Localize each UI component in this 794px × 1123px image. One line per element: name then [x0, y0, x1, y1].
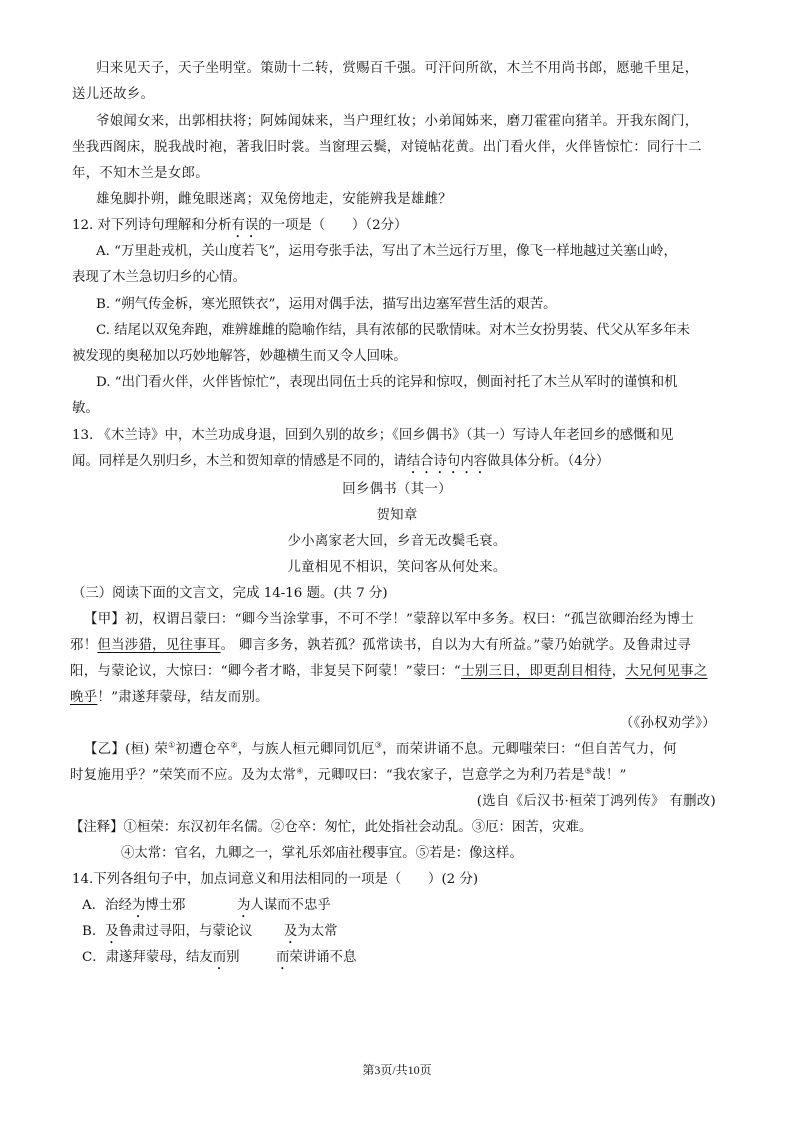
option-d: D. “出门看火伴，火伴皆惊忙”，表现出同伍士兵的诧异和惊叹，侧面衬托了木兰从军时的谨慎和机 — [96, 375, 678, 390]
poem-line: 坐我西阁床，脱我战时袍，著我旧时裳。当窗理云鬓，对镜帖花黄。出门看火伴，火伴皆惊忙：同行十二 — [72, 140, 702, 155]
annotation-line: 【注释】①桓荣：东汉初年名儒。②仓卒：匆忙，此处指社会动乱。③厄：困苦，灾难。 — [70, 820, 593, 835]
option-a-cont: 表现了木兰急切归乡的心情。 — [72, 270, 247, 285]
passage-jia-line: 晚乎！”肃遂拜蒙母，结友而别。 — [70, 690, 269, 705]
passage-jia-line: 阳，与蒙论议，大惊曰：“卿今者才略，非复吴下阿蒙！”蒙曰：“士别三日，即更刮目相待，大兄何见事之 — [70, 664, 708, 679]
q14-option-a: A．治经为博士邪 — [82, 898, 186, 913]
question-14-stem: 14.下列各组句子中，加点词意义和用法相同的一项是（ ）(2 分) — [72, 872, 479, 887]
option-c-cont: 被发现的奥秘加以巧妙地解答，妙趣横生而又令人回味。 — [72, 349, 407, 364]
poem-title: 回乡偶书（其一） — [342, 482, 452, 497]
poem-line: 送儿还故乡。 — [72, 87, 155, 102]
passage-jia-line: 邪！但当涉猎，见往事耳。 卿言多务，孰若孤？孤常读书，自以为大有所益。”蒙乃始就学。及鲁肃过寻 — [70, 638, 692, 653]
annotation-line: ④太常：官名，九卿之一，掌礼乐郊庙社稷事宜。⑤若是：像这样。 — [121, 846, 523, 861]
option-d-cont: 敏。 — [72, 401, 99, 416]
passage-yi-line: 【乙】(桓) 荣①初遭仓卒②，与族人桓元卿同饥厄③，而荣讲诵不息。元卿嗤荣曰：“但自苦气力，何 — [84, 740, 677, 757]
poem-line: 雄兔脚扑朔，雌兔眼迷离；双兔傍地走，安能辨我是雄雌？ — [96, 192, 452, 207]
option-c: C. 结尾以双兔奔跑，难辨雄雌的隐喻作结，具有浓郁的民歌情味。对木兰女扮男装、代父从军多年未 — [96, 323, 691, 338]
q14-option-c: C．肃遂拜蒙母，结友而别 — [82, 950, 240, 965]
poem-author: 贺知章 — [376, 508, 418, 523]
question-13-stem: 13. 《木兰诗》中，木兰功成身退，回到久别的故乡；《回乡偶书》（其一）写诗人年老回乡的感慨和见 — [72, 428, 674, 443]
q14-option-b: B．及鲁肃过寻阳，与蒙论议 — [82, 924, 253, 939]
poem-line: 归来见天子，天子坐明堂。策勋十二转，赏赐百千强。可汗问所欲，木兰不用尚书郎，愿驰千里足， — [96, 61, 699, 76]
question-12-stem: 12. 对下列诗句理解和分析有误的一项是（ ）（2分） — [72, 218, 408, 233]
passage-yi-source: (选自《后汉书·桓荣丁鸿列传》 有删改) — [476, 794, 716, 809]
option-b: B. “朔气传金柝，寒光照铁衣”，运用对偶手法，描写出边塞军营生活的艰苦。 — [96, 297, 557, 312]
q14-option-a-pair: 为人谋而不忠乎 — [237, 898, 331, 913]
poem-line: 爷娘闻女来，出郭相扶将；阿姊闻妹来，当户理红妆；小弟闻姊来，磨刀霍霍向猪羊。开我东阁门， — [96, 114, 699, 129]
passage-jia-line: 【甲】初，权谓吕蒙曰：“卿今当涂掌事，不可不学！”蒙辞以军中多务。权曰：“孤岂欲卿治经为博士 — [84, 612, 695, 627]
poem-line: 年，不知木兰是女郎。 — [72, 166, 209, 181]
option-a: A. “万里赴戎机，关山度若飞”，运用夸张手法，写出了木兰远行万里，像飞一样地越过关塞山岭， — [96, 244, 677, 259]
passage-jia-source: （《孙权劝学》） — [619, 716, 716, 731]
poem-line: 少小离家老大回，乡音无改鬓毛衰。 — [287, 534, 507, 549]
poem-line: 儿童相见不相识，笑问客从何处来。 — [287, 560, 507, 575]
q14-option-c-pair: 而荣讲诵不息 — [276, 950, 357, 965]
page-number: 第3页/共10页 — [362, 1063, 432, 1077]
passage-yi-line: 时复施用乎？”荣笑而不应。及为太常④，元卿叹曰：“我农家子，岂意学之为利乃若是⑤哉！” — [70, 766, 627, 783]
q14-option-b-pair: 及为太常 — [284, 924, 338, 939]
section-heading: （三）阅读下面的文言文，完成 14-16 题。(共 7 分) — [72, 586, 388, 601]
question-13-stem-cont: 闻。同样是久别归乡，木兰和贺知章的情感是不同的，请结合诗句内容做具体分析。（4分） — [72, 454, 610, 469]
